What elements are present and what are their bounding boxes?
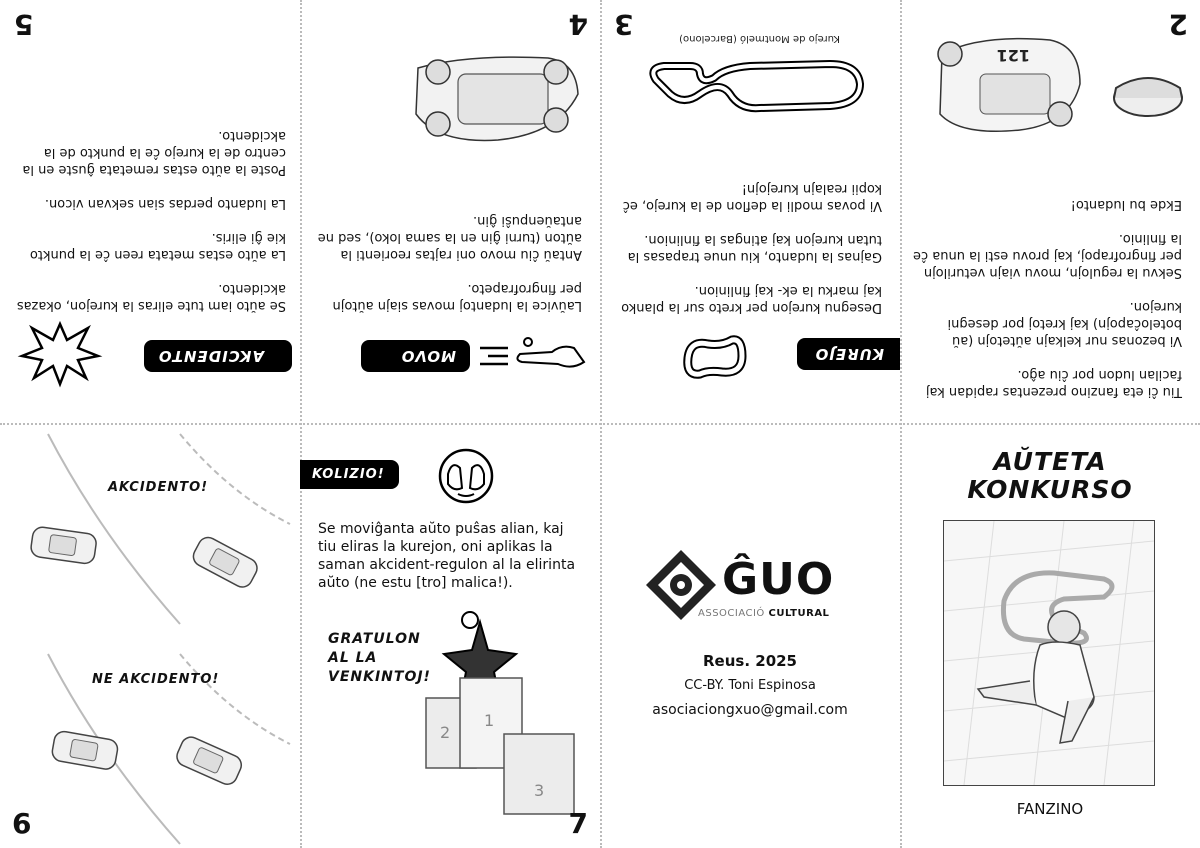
page-5	[0, 0, 300, 424]
logo-subtitle-light: ASSOCIACIÓ	[698, 608, 765, 619]
rally-car-illustration	[930, 24, 1090, 154]
logo-subtitle-bold: CULTURAL	[768, 608, 830, 619]
accident-scene-illustration	[30, 434, 290, 624]
track-caption: Kurejo de Montmeló (Barcelono)	[679, 33, 840, 44]
place-year: Reus. 2025	[703, 652, 797, 670]
page-2	[900, 0, 1200, 424]
page-number: 3	[614, 8, 634, 41]
page-number: 6	[12, 807, 32, 840]
podium-1-label: 1	[484, 711, 495, 730]
page-1-front-cover	[900, 424, 1200, 848]
car-illustration	[408, 44, 588, 154]
podium-3-label: 3	[534, 781, 545, 800]
page-body: Desegnu kurejon per kreto sur la planko kaj marku la ek- kaj finlinion. Gajnas la ludanto, kiu unue trapasas la tutan kurejon kaj atingas la finlinion. Vi povas modli la deflon de la kurejo, eĉ kopii realajn kurejojn!	[621, 181, 882, 315]
page-number: 2	[1168, 8, 1188, 41]
cover-caption: FANZINO	[1016, 800, 1084, 818]
cover-title-line-2: KONKURSO	[967, 475, 1133, 504]
email: asociaciongxuo@gmail.com	[652, 702, 848, 718]
logo-name: ĜUO	[722, 554, 835, 605]
bottle-cap-illustration	[1108, 64, 1188, 124]
section-pill: MOVO	[361, 340, 470, 372]
page-4	[300, 0, 600, 424]
facepalm-icon	[436, 446, 496, 506]
accident-label: AKCIDENTO!	[108, 480, 209, 495]
section-pill: KOLIZIO!	[300, 460, 399, 489]
cover-title-line-1: AŬTETA	[993, 447, 1107, 476]
page-body: Laŭvice la ludantoj movas siajn aŭtojn per fingrofrapeto. Antaŭ ĉiu movo oni rajtas reorienti la aŭton (turni ĝin en la sama loko), sed ne antaŭenpuŝi ĝin.	[317, 213, 582, 313]
cover-illustration	[943, 520, 1155, 786]
page-8-back-cover	[600, 424, 900, 848]
page-body: Se moviĝanta aŭto puŝas alian, kaj tiu eliras la kurejon, oni aplikas la saman akcident-regulon al la elirinta aŭto (ne estu [tro] malica!).	[318, 521, 576, 591]
page-body: Tiu ĉi eta fanzino prezentas rapidan kaj facilan ludon por ĉiu aĝo. Vi bezonas nur kelkajn aŭtetojn (aŭ boteloĉapojn) kaj kretoj por desegni kurejon. Sekvu la regulojn, movu viajn veturilojn per fingrofrapoj, kaj provu esti la unua ĉe la finlinio. Ekde bu ludanto!	[912, 197, 1182, 399]
page-number: 7	[568, 807, 588, 840]
page-body: Se aŭto iam tute eliras la kurejon, okazas akcidento. La aŭto estas metata reen ĉe la punkto kie ĝi eliris. La ludanto perdas sian sekvan vicon. Poste la aŭto estas remetata ĝuste en la centro de la kurejo ĉe la punkto de la akcidento.	[16, 128, 286, 313]
section-pill: AKCIDENTO	[144, 340, 292, 372]
crash-burst-icon	[20, 322, 100, 386]
section-pill: KUREJO	[797, 338, 900, 370]
track-icon	[682, 334, 752, 380]
license: CC-BY. Toni Espinosa	[684, 678, 816, 693]
podium-illustration	[418, 614, 588, 824]
podium-2-label: 2	[440, 723, 451, 742]
page-number: 4	[568, 8, 588, 41]
child-drawing-track-illustration	[944, 521, 1154, 785]
finger-flick-icon	[472, 336, 592, 376]
page-7	[300, 424, 600, 848]
page-number: 5	[14, 8, 34, 41]
montmelo-track-map	[630, 54, 870, 124]
car-number: 121	[996, 46, 1030, 65]
congrats-label: GRATULON AL LA VENKINTOJ!	[328, 631, 431, 685]
page-3	[600, 0, 900, 424]
logo-subtitle	[698, 608, 829, 619]
page-6	[0, 424, 300, 848]
no-accident-label: NE AKCIDENTO!	[92, 672, 220, 687]
